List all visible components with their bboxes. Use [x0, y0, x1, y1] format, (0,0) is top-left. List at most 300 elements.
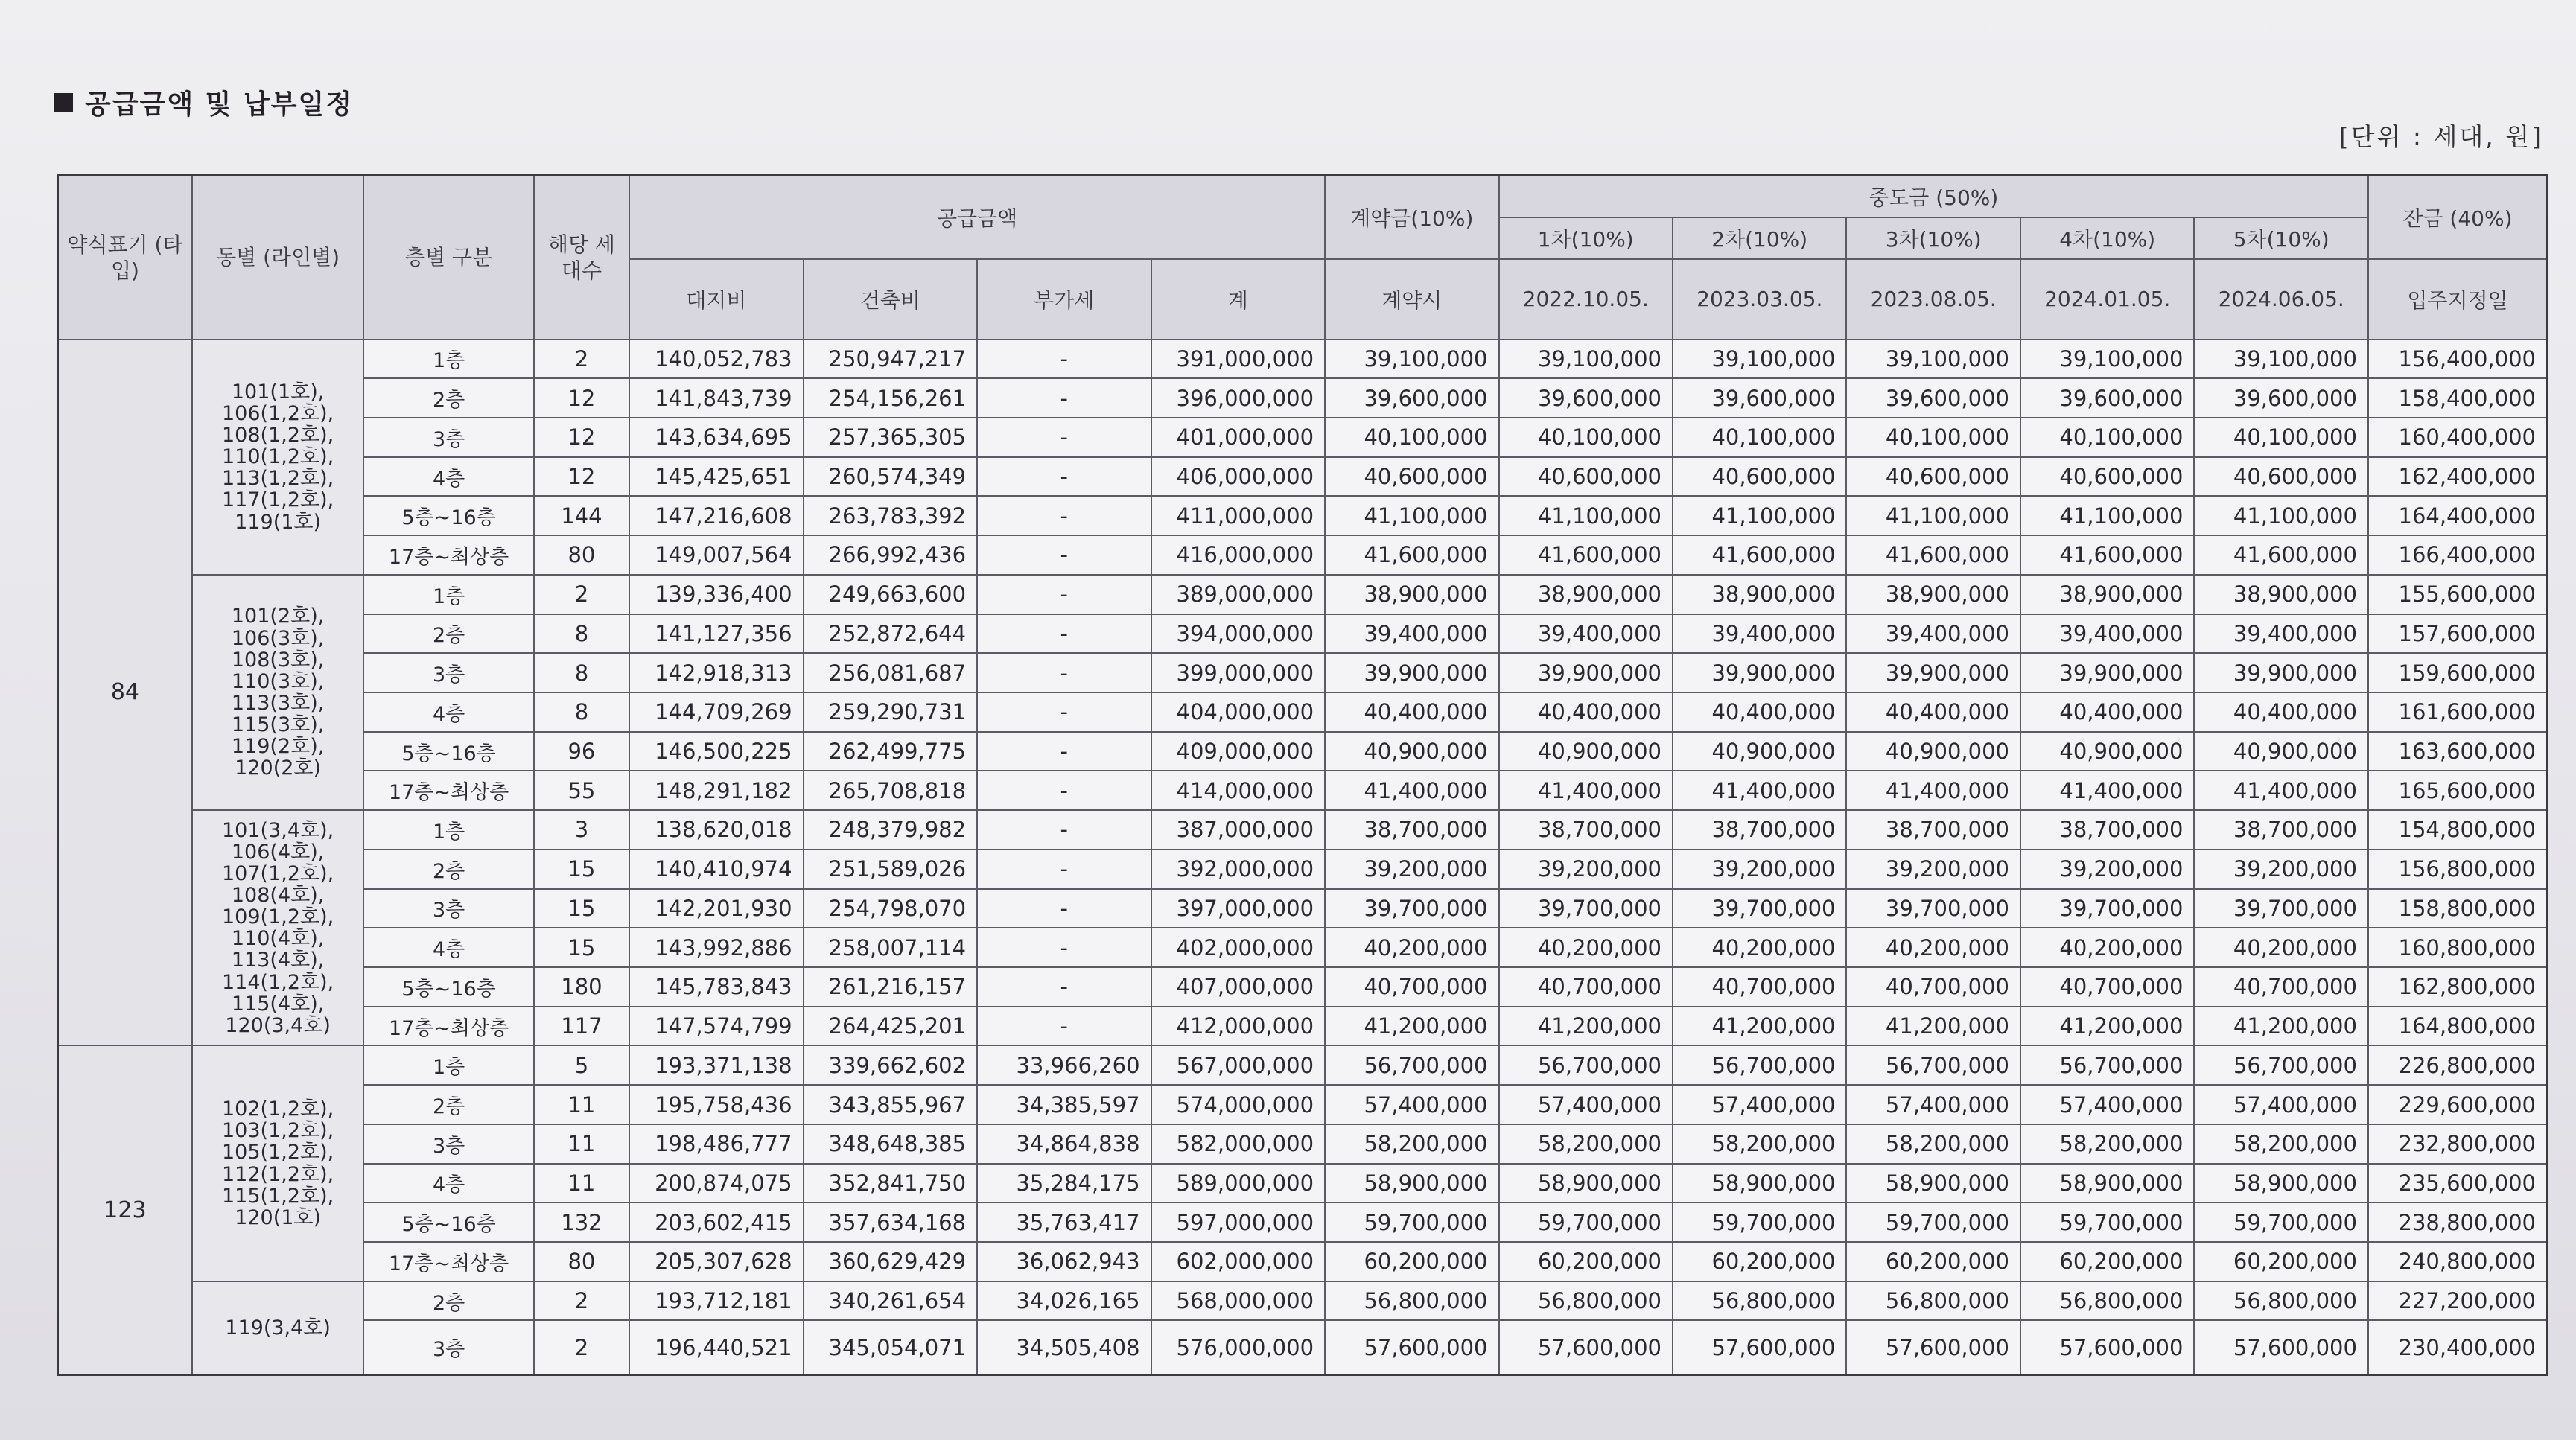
- land-cost-cell: 203,602,415: [629, 1202, 803, 1242]
- middle-payment-3-cell: 39,900,000: [1846, 653, 2020, 692]
- balance-cell: 158,400,000: [2368, 378, 2548, 418]
- header-contract-when: 계약시: [1325, 259, 1498, 340]
- middle-payment-5-cell: 38,700,000: [2194, 810, 2368, 850]
- dong-line: 108(4호),: [231, 883, 325, 907]
- land-cost-cell: 195,758,436: [629, 1085, 803, 1124]
- middle-payment-3-cell: 56,800,000: [1846, 1281, 2020, 1321]
- floor-cell: 5층~16층: [363, 496, 533, 535]
- vat-cell: -: [977, 535, 1151, 575]
- dong-line: 113(3호),: [231, 691, 325, 715]
- dong-line: 106(1,2호),: [222, 401, 334, 425]
- floor-cell: 3층: [363, 1124, 533, 1164]
- middle-payment-3-cell: 60,200,000: [1846, 1242, 2020, 1281]
- balance-cell: 164,800,000: [2368, 1007, 2548, 1046]
- middle-payment-1-cell: 41,600,000: [1499, 535, 1673, 575]
- middle-payment-5-cell: 39,400,000: [2194, 614, 2368, 654]
- middle-payment-5-cell: 38,900,000: [2194, 575, 2368, 614]
- vat-cell: -: [977, 575, 1151, 614]
- households-cell: 2: [534, 1281, 629, 1321]
- middle-payment-3-cell: 39,100,000: [1846, 340, 2020, 379]
- middle-payment-2-cell: 40,700,000: [1673, 967, 1846, 1007]
- dong-lines-cell: [192, 1045, 363, 1281]
- floor-cell: 2층: [363, 850, 533, 889]
- land-cost-cell: 138,620,018: [629, 810, 803, 850]
- table-row: [58, 535, 2548, 575]
- dong-line: 120(3,4호): [225, 1013, 331, 1037]
- total-cell: 391,000,000: [1151, 340, 1326, 379]
- households-cell: 11: [534, 1164, 629, 1203]
- land-cost-cell: 141,843,739: [629, 378, 803, 418]
- middle-payment-3-cell: 39,700,000: [1846, 889, 2020, 928]
- table-row: [58, 1007, 2548, 1046]
- balance-cell: 235,600,000: [2368, 1164, 2548, 1203]
- households-cell: 2: [534, 1320, 629, 1374]
- floor-cell: 4층: [363, 457, 533, 497]
- vat-cell: -: [977, 771, 1151, 810]
- dong-line: 108(3호),: [231, 648, 325, 672]
- middle-payment-1-cell: 39,900,000: [1499, 653, 1673, 692]
- header-land: 대지비: [629, 259, 803, 340]
- households-cell: 117: [534, 1007, 629, 1046]
- middle-payment-1-cell: 41,100,000: [1499, 496, 1673, 535]
- households-cell: 144: [534, 496, 629, 535]
- middle-payment-4-cell: 60,200,000: [2020, 1242, 2194, 1281]
- middle-payment-4-cell: 56,700,000: [2020, 1045, 2194, 1085]
- middle-payment-4-cell: 58,900,000: [2020, 1164, 2194, 1203]
- floor-cell: 17층~최상층: [363, 771, 533, 810]
- households-cell: 11: [534, 1124, 629, 1164]
- balance-cell: 160,400,000: [2368, 418, 2548, 457]
- floor-cell: 1층: [363, 340, 533, 379]
- total-cell: 411,000,000: [1151, 496, 1326, 535]
- header-mid4: 4차(10%): [2020, 217, 2194, 259]
- table-row: [58, 1164, 2548, 1203]
- floor-cell: 4층: [363, 928, 533, 967]
- table-row: [58, 340, 2548, 379]
- dong-line: 114(1,2호),: [222, 970, 334, 994]
- vat-cell: 34,026,165: [977, 1281, 1151, 1321]
- middle-payment-5-cell: 58,200,000: [2194, 1124, 2368, 1164]
- floor-cell: 17층~최상층: [363, 535, 533, 575]
- header-dong: 동별 (라인별): [192, 176, 363, 340]
- building-cost-cell: 340,261,654: [804, 1281, 977, 1321]
- balance-cell: 158,800,000: [2368, 889, 2548, 928]
- balance-cell: 232,800,000: [2368, 1124, 2548, 1164]
- middle-payment-1-cell: 60,200,000: [1499, 1242, 1673, 1281]
- middle-payment-3-cell: 57,400,000: [1846, 1085, 2020, 1124]
- land-cost-cell: 200,874,075: [629, 1164, 803, 1203]
- land-cost-cell: 140,052,783: [629, 340, 803, 379]
- table-row: [58, 1281, 2548, 1321]
- middle-payment-2-cell: 39,200,000: [1673, 850, 1846, 889]
- middle-payment-1-cell: 57,600,000: [1499, 1320, 1673, 1374]
- contract-deposit-cell: 39,700,000: [1325, 889, 1498, 928]
- contract-deposit-cell: 39,200,000: [1325, 850, 1498, 889]
- middle-payment-1-cell: 58,900,000: [1499, 1164, 1673, 1203]
- vat-cell: -: [977, 967, 1151, 1007]
- households-cell: 11: [534, 1085, 629, 1124]
- balance-cell: 155,600,000: [2368, 575, 2548, 614]
- total-cell: 409,000,000: [1151, 732, 1326, 771]
- middle-payment-2-cell: 39,900,000: [1673, 653, 1846, 692]
- contract-deposit-cell: 39,600,000: [1325, 378, 1498, 418]
- table-row: [58, 418, 2548, 457]
- total-cell: 394,000,000: [1151, 614, 1326, 654]
- vat-cell: -: [977, 1007, 1151, 1046]
- floor-cell: 17층~최상층: [363, 1007, 533, 1046]
- households-cell: 12: [534, 457, 629, 497]
- total-cell: 597,000,000: [1151, 1202, 1326, 1242]
- balance-cell: 154,800,000: [2368, 810, 2548, 850]
- table-row: [58, 1202, 2548, 1242]
- middle-payment-5-cell: 56,700,000: [2194, 1045, 2368, 1085]
- dong-line: 108(1,2호),: [222, 423, 334, 447]
- middle-payment-5-cell: 40,200,000: [2194, 928, 2368, 967]
- building-cost-cell: 248,379,982: [804, 810, 977, 850]
- contract-deposit-cell: 56,800,000: [1325, 1281, 1498, 1321]
- total-cell: 567,000,000: [1151, 1045, 1326, 1085]
- total-cell: 574,000,000: [1151, 1085, 1326, 1124]
- table-row: [58, 810, 2548, 850]
- households-cell: 180: [534, 967, 629, 1007]
- middle-payment-1-cell: 59,700,000: [1499, 1202, 1673, 1242]
- middle-payment-1-cell: 57,400,000: [1499, 1085, 1673, 1124]
- balance-cell: 156,400,000: [2368, 340, 2548, 379]
- land-cost-cell: 141,127,356: [629, 614, 803, 654]
- total-cell: 397,000,000: [1151, 889, 1326, 928]
- contract-deposit-cell: 58,200,000: [1325, 1124, 1498, 1164]
- land-cost-cell: 147,216,608: [629, 496, 803, 535]
- balance-cell: 160,800,000: [2368, 928, 2548, 967]
- header-date4: 2024.01.05.: [2020, 259, 2194, 340]
- middle-payment-3-cell: 38,900,000: [1846, 575, 2020, 614]
- type-cell: 123: [58, 1045, 192, 1374]
- total-cell: 404,000,000: [1151, 692, 1326, 732]
- header-mid3: 3차(10%): [1846, 217, 2020, 259]
- building-cost-cell: 257,365,305: [804, 418, 977, 457]
- contract-deposit-cell: 57,400,000: [1325, 1085, 1498, 1124]
- contract-deposit-cell: 41,600,000: [1325, 535, 1498, 575]
- dong-line: 119(1호): [235, 510, 322, 534]
- table-row: [58, 653, 2548, 692]
- header-date5: 2024.06.05.: [2194, 259, 2368, 340]
- middle-payment-2-cell: 38,700,000: [1673, 810, 1846, 850]
- middle-payment-4-cell: 40,200,000: [2020, 928, 2194, 967]
- middle-payment-1-cell: 40,400,000: [1499, 692, 1673, 732]
- middle-payment-4-cell: 41,600,000: [2020, 535, 2194, 575]
- total-cell: 576,000,000: [1151, 1320, 1326, 1374]
- price-schedule-table: [57, 174, 2548, 1376]
- dong-line: 113(1,2호),: [222, 467, 334, 491]
- building-cost-cell: 360,629,429: [804, 1242, 977, 1281]
- table-row: [58, 928, 2548, 967]
- middle-payment-4-cell: 40,600,000: [2020, 457, 2194, 497]
- middle-payment-4-cell: 40,700,000: [2020, 967, 2194, 1007]
- building-cost-cell: 261,216,157: [804, 967, 977, 1007]
- contract-deposit-cell: 40,200,000: [1325, 928, 1498, 967]
- households-cell: 8: [534, 653, 629, 692]
- middle-payment-3-cell: 59,700,000: [1846, 1202, 2020, 1242]
- dong-line: 115(4호),: [231, 992, 325, 1016]
- land-cost-cell: 196,440,521: [629, 1320, 803, 1374]
- middle-payment-3-cell: 39,400,000: [1846, 614, 2020, 654]
- vat-cell: -: [977, 850, 1151, 889]
- building-cost-cell: 357,634,168: [804, 1202, 977, 1242]
- total-cell: 568,000,000: [1151, 1281, 1326, 1321]
- middle-payment-2-cell: 59,700,000: [1673, 1202, 1846, 1242]
- table-row: [58, 1124, 2548, 1164]
- middle-payment-3-cell: 39,600,000: [1846, 378, 2020, 418]
- table-row: [58, 575, 2548, 614]
- balance-cell: 156,800,000: [2368, 850, 2548, 889]
- middle-payment-3-cell: 41,400,000: [1846, 771, 2020, 810]
- header-building: 건축비: [804, 259, 977, 340]
- balance-cell: 162,400,000: [2368, 457, 2548, 497]
- contract-deposit-cell: 40,900,000: [1325, 732, 1498, 771]
- middle-payment-5-cell: 40,900,000: [2194, 732, 2368, 771]
- middle-payment-5-cell: 39,200,000: [2194, 850, 2368, 889]
- dong-line: 110(1,2호),: [222, 445, 334, 469]
- vat-cell: 35,763,417: [977, 1202, 1151, 1242]
- middle-payment-5-cell: 56,800,000: [2194, 1281, 2368, 1321]
- header-type: 약식표기 (타입): [58, 176, 192, 340]
- households-cell: 8: [534, 614, 629, 654]
- table-row: [58, 692, 2548, 732]
- building-cost-cell: 348,648,385: [804, 1124, 977, 1164]
- table-row: [58, 1320, 2548, 1374]
- land-cost-cell: 193,371,138: [629, 1045, 803, 1085]
- vat-cell: 33,966,260: [977, 1045, 1151, 1085]
- vat-cell: 36,062,943: [977, 1242, 1151, 1281]
- middle-payment-5-cell: 39,600,000: [2194, 378, 2368, 418]
- households-cell: 12: [534, 418, 629, 457]
- contract-deposit-cell: 41,400,000: [1325, 771, 1498, 810]
- contract-deposit-cell: 58,900,000: [1325, 1164, 1498, 1203]
- contract-deposit-cell: 56,700,000: [1325, 1045, 1498, 1085]
- balance-cell: 166,400,000: [2368, 535, 2548, 575]
- table-row: [58, 889, 2548, 928]
- middle-payment-2-cell: 39,100,000: [1673, 340, 1846, 379]
- total-cell: 416,000,000: [1151, 535, 1326, 575]
- middle-payment-5-cell: 59,700,000: [2194, 1202, 2368, 1242]
- header-date3: 2023.08.05.: [1846, 259, 2020, 340]
- middle-payment-4-cell: 40,900,000: [2020, 732, 2194, 771]
- middle-payment-3-cell: 40,200,000: [1846, 928, 2020, 967]
- building-cost-cell: 256,081,687: [804, 653, 977, 692]
- contract-deposit-cell: 38,900,000: [1325, 575, 1498, 614]
- header-floor: 층별 구분: [363, 176, 533, 340]
- land-cost-cell: 139,336,400: [629, 575, 803, 614]
- land-cost-cell: 193,712,181: [629, 1281, 803, 1321]
- floor-cell: 5층~16층: [363, 967, 533, 1007]
- middle-payment-3-cell: 58,200,000: [1846, 1124, 2020, 1164]
- middle-payment-1-cell: 39,200,000: [1499, 850, 1673, 889]
- total-cell: 387,000,000: [1151, 810, 1326, 850]
- total-cell: 582,000,000: [1151, 1124, 1326, 1164]
- middle-payment-4-cell: 40,400,000: [2020, 692, 2194, 732]
- total-cell: 589,000,000: [1151, 1164, 1326, 1203]
- contract-deposit-cell: 60,200,000: [1325, 1242, 1498, 1281]
- middle-payment-5-cell: 40,100,000: [2194, 418, 2368, 457]
- vat-cell: 34,385,597: [977, 1085, 1151, 1124]
- table-row: [58, 457, 2548, 497]
- vat-cell: -: [977, 692, 1151, 732]
- middle-payment-5-cell: 58,900,000: [2194, 1164, 2368, 1203]
- middle-payment-3-cell: 41,600,000: [1846, 535, 2020, 575]
- vat-cell: -: [977, 496, 1151, 535]
- middle-payment-4-cell: 57,600,000: [2020, 1320, 2194, 1374]
- middle-payment-2-cell: 57,600,000: [1673, 1320, 1846, 1374]
- table-row: [58, 496, 2548, 535]
- households-cell: 96: [534, 732, 629, 771]
- dong-line: 120(2호): [235, 756, 322, 780]
- middle-payment-1-cell: 38,700,000: [1499, 810, 1673, 850]
- dong-line: 106(3호),: [231, 626, 325, 650]
- balance-cell: 240,800,000: [2368, 1242, 2548, 1281]
- header-date2: 2023.03.05.: [1673, 259, 1846, 340]
- middle-payment-3-cell: 40,900,000: [1846, 732, 2020, 771]
- contract-deposit-cell: 38,700,000: [1325, 810, 1498, 850]
- middle-payment-1-cell: 41,400,000: [1499, 771, 1673, 810]
- land-cost-cell: 198,486,777: [629, 1124, 803, 1164]
- table-header: [58, 176, 2548, 340]
- vat-cell: -: [977, 418, 1151, 457]
- middle-payment-5-cell: 39,900,000: [2194, 653, 2368, 692]
- vat-cell: -: [977, 928, 1151, 967]
- middle-payment-5-cell: 41,600,000: [2194, 535, 2368, 575]
- land-cost-cell: 143,992,886: [629, 928, 803, 967]
- balance-cell: 226,800,000: [2368, 1045, 2548, 1085]
- middle-payment-1-cell: 38,900,000: [1499, 575, 1673, 614]
- header-balance: 잔금 (40%): [2368, 176, 2548, 259]
- dong-line: 107(1,2호),: [222, 861, 334, 885]
- floor-cell: 5층~16층: [363, 732, 533, 771]
- building-cost-cell: 251,589,026: [804, 850, 977, 889]
- contract-deposit-cell: 59,700,000: [1325, 1202, 1498, 1242]
- floor-cell: 4층: [363, 1164, 533, 1203]
- middle-payment-5-cell: 41,200,000: [2194, 1007, 2368, 1046]
- middle-payment-2-cell: 56,800,000: [1673, 1281, 1846, 1321]
- dong-line: 120(1호): [235, 1205, 322, 1229]
- middle-payment-3-cell: 40,400,000: [1846, 692, 2020, 732]
- contract-deposit-cell: 57,600,000: [1325, 1320, 1498, 1374]
- balance-cell: 162,800,000: [2368, 967, 2548, 1007]
- building-cost-cell: 254,156,261: [804, 378, 977, 418]
- dong-line: 119(2호),: [231, 735, 325, 759]
- vat-cell: -: [977, 653, 1151, 692]
- middle-payment-3-cell: 56,700,000: [1846, 1045, 2020, 1085]
- balance-cell: 164,400,000: [2368, 496, 2548, 535]
- middle-payment-1-cell: 58,200,000: [1499, 1124, 1673, 1164]
- floor-cell: 3층: [363, 418, 533, 457]
- contract-deposit-cell: 40,700,000: [1325, 967, 1498, 1007]
- middle-payment-3-cell: 39,200,000: [1846, 850, 2020, 889]
- households-cell: 2: [534, 340, 629, 379]
- floor-cell: 1층: [363, 575, 533, 614]
- middle-payment-1-cell: 56,700,000: [1499, 1045, 1673, 1085]
- floor-cell: 4층: [363, 692, 533, 732]
- middle-payment-3-cell: 58,900,000: [1846, 1164, 2020, 1203]
- middle-payment-1-cell: 40,600,000: [1499, 457, 1673, 497]
- building-cost-cell: 263,783,392: [804, 496, 977, 535]
- vat-cell: -: [977, 457, 1151, 497]
- vat-cell: -: [977, 378, 1151, 418]
- dong-line: 119(3,4호): [225, 1316, 331, 1339]
- middle-payment-2-cell: 58,900,000: [1673, 1164, 1846, 1203]
- middle-payment-4-cell: 59,700,000: [2020, 1202, 2194, 1242]
- households-cell: 15: [534, 928, 629, 967]
- middle-payment-2-cell: 58,200,000: [1673, 1124, 1846, 1164]
- building-cost-cell: 262,499,775: [804, 732, 977, 771]
- land-cost-cell: 147,574,799: [629, 1007, 803, 1046]
- middle-payment-5-cell: 40,700,000: [2194, 967, 2368, 1007]
- dong-line: 112(1,2호),: [222, 1162, 334, 1186]
- balance-cell: 161,600,000: [2368, 692, 2548, 732]
- dong-line: 115(3호),: [231, 713, 325, 737]
- middle-payment-4-cell: 41,200,000: [2020, 1007, 2194, 1046]
- land-cost-cell: 146,500,225: [629, 732, 803, 771]
- total-cell: 406,000,000: [1151, 457, 1326, 497]
- middle-payment-4-cell: 39,100,000: [2020, 340, 2194, 379]
- vat-cell: -: [977, 732, 1151, 771]
- middle-payment-5-cell: 39,700,000: [2194, 889, 2368, 928]
- middle-payment-4-cell: 39,400,000: [2020, 614, 2194, 654]
- land-cost-cell: 142,201,930: [629, 889, 803, 928]
- middle-payment-4-cell: 38,700,000: [2020, 810, 2194, 850]
- middle-payment-5-cell: 41,400,000: [2194, 771, 2368, 810]
- floor-cell: 3층: [363, 889, 533, 928]
- table-row: [58, 732, 2548, 771]
- middle-payment-4-cell: 38,900,000: [2020, 575, 2194, 614]
- dong-line: 102(1,2호),: [222, 1097, 334, 1121]
- middle-payment-4-cell: 40,100,000: [2020, 418, 2194, 457]
- table-row: [58, 1045, 2548, 1085]
- dong-line: 115(1,2호),: [222, 1184, 334, 1208]
- contract-deposit-cell: 39,100,000: [1325, 340, 1498, 379]
- dong-line: 101(3,4호),: [222, 818, 334, 842]
- middle-payment-1-cell: 56,800,000: [1499, 1281, 1673, 1321]
- middle-payment-2-cell: 39,700,000: [1673, 889, 1846, 928]
- middle-payment-3-cell: 40,100,000: [1846, 418, 2020, 457]
- middle-payment-2-cell: 56,700,000: [1673, 1045, 1846, 1085]
- header-date1: 2022.10.05.: [1499, 259, 1673, 340]
- dong-line: 105(1,2호),: [222, 1141, 334, 1165]
- households-cell: 132: [534, 1202, 629, 1242]
- header-households: 해당 세대수: [534, 176, 629, 340]
- middle-payment-4-cell: 41,100,000: [2020, 496, 2194, 535]
- vat-cell: 35,284,175: [977, 1164, 1151, 1203]
- dong-lines-cell: [192, 810, 363, 1045]
- building-cost-cell: 343,855,967: [804, 1085, 977, 1124]
- contract-deposit-cell: 40,400,000: [1325, 692, 1498, 732]
- vat-cell: 34,864,838: [977, 1124, 1151, 1164]
- floor-cell: 2층: [363, 1281, 533, 1321]
- land-cost-cell: 144,709,269: [629, 692, 803, 732]
- header-mid2: 2차(10%): [1673, 217, 1846, 259]
- section-title-text: 공급금액 및 납부일정: [85, 89, 354, 120]
- total-cell: 399,000,000: [1151, 653, 1326, 692]
- dong-line: 109(1,2호),: [222, 905, 334, 929]
- middle-payment-1-cell: 39,400,000: [1499, 614, 1673, 654]
- total-cell: 389,000,000: [1151, 575, 1326, 614]
- middle-payment-2-cell: 40,900,000: [1673, 732, 1846, 771]
- header-mid1: 1차(10%): [1499, 217, 1673, 259]
- middle-payment-2-cell: 40,200,000: [1673, 928, 1846, 967]
- balance-cell: 159,600,000: [2368, 653, 2548, 692]
- households-cell: 8: [534, 692, 629, 732]
- middle-payment-3-cell: 40,600,000: [1846, 457, 2020, 497]
- dong-lines-cell: [192, 340, 363, 575]
